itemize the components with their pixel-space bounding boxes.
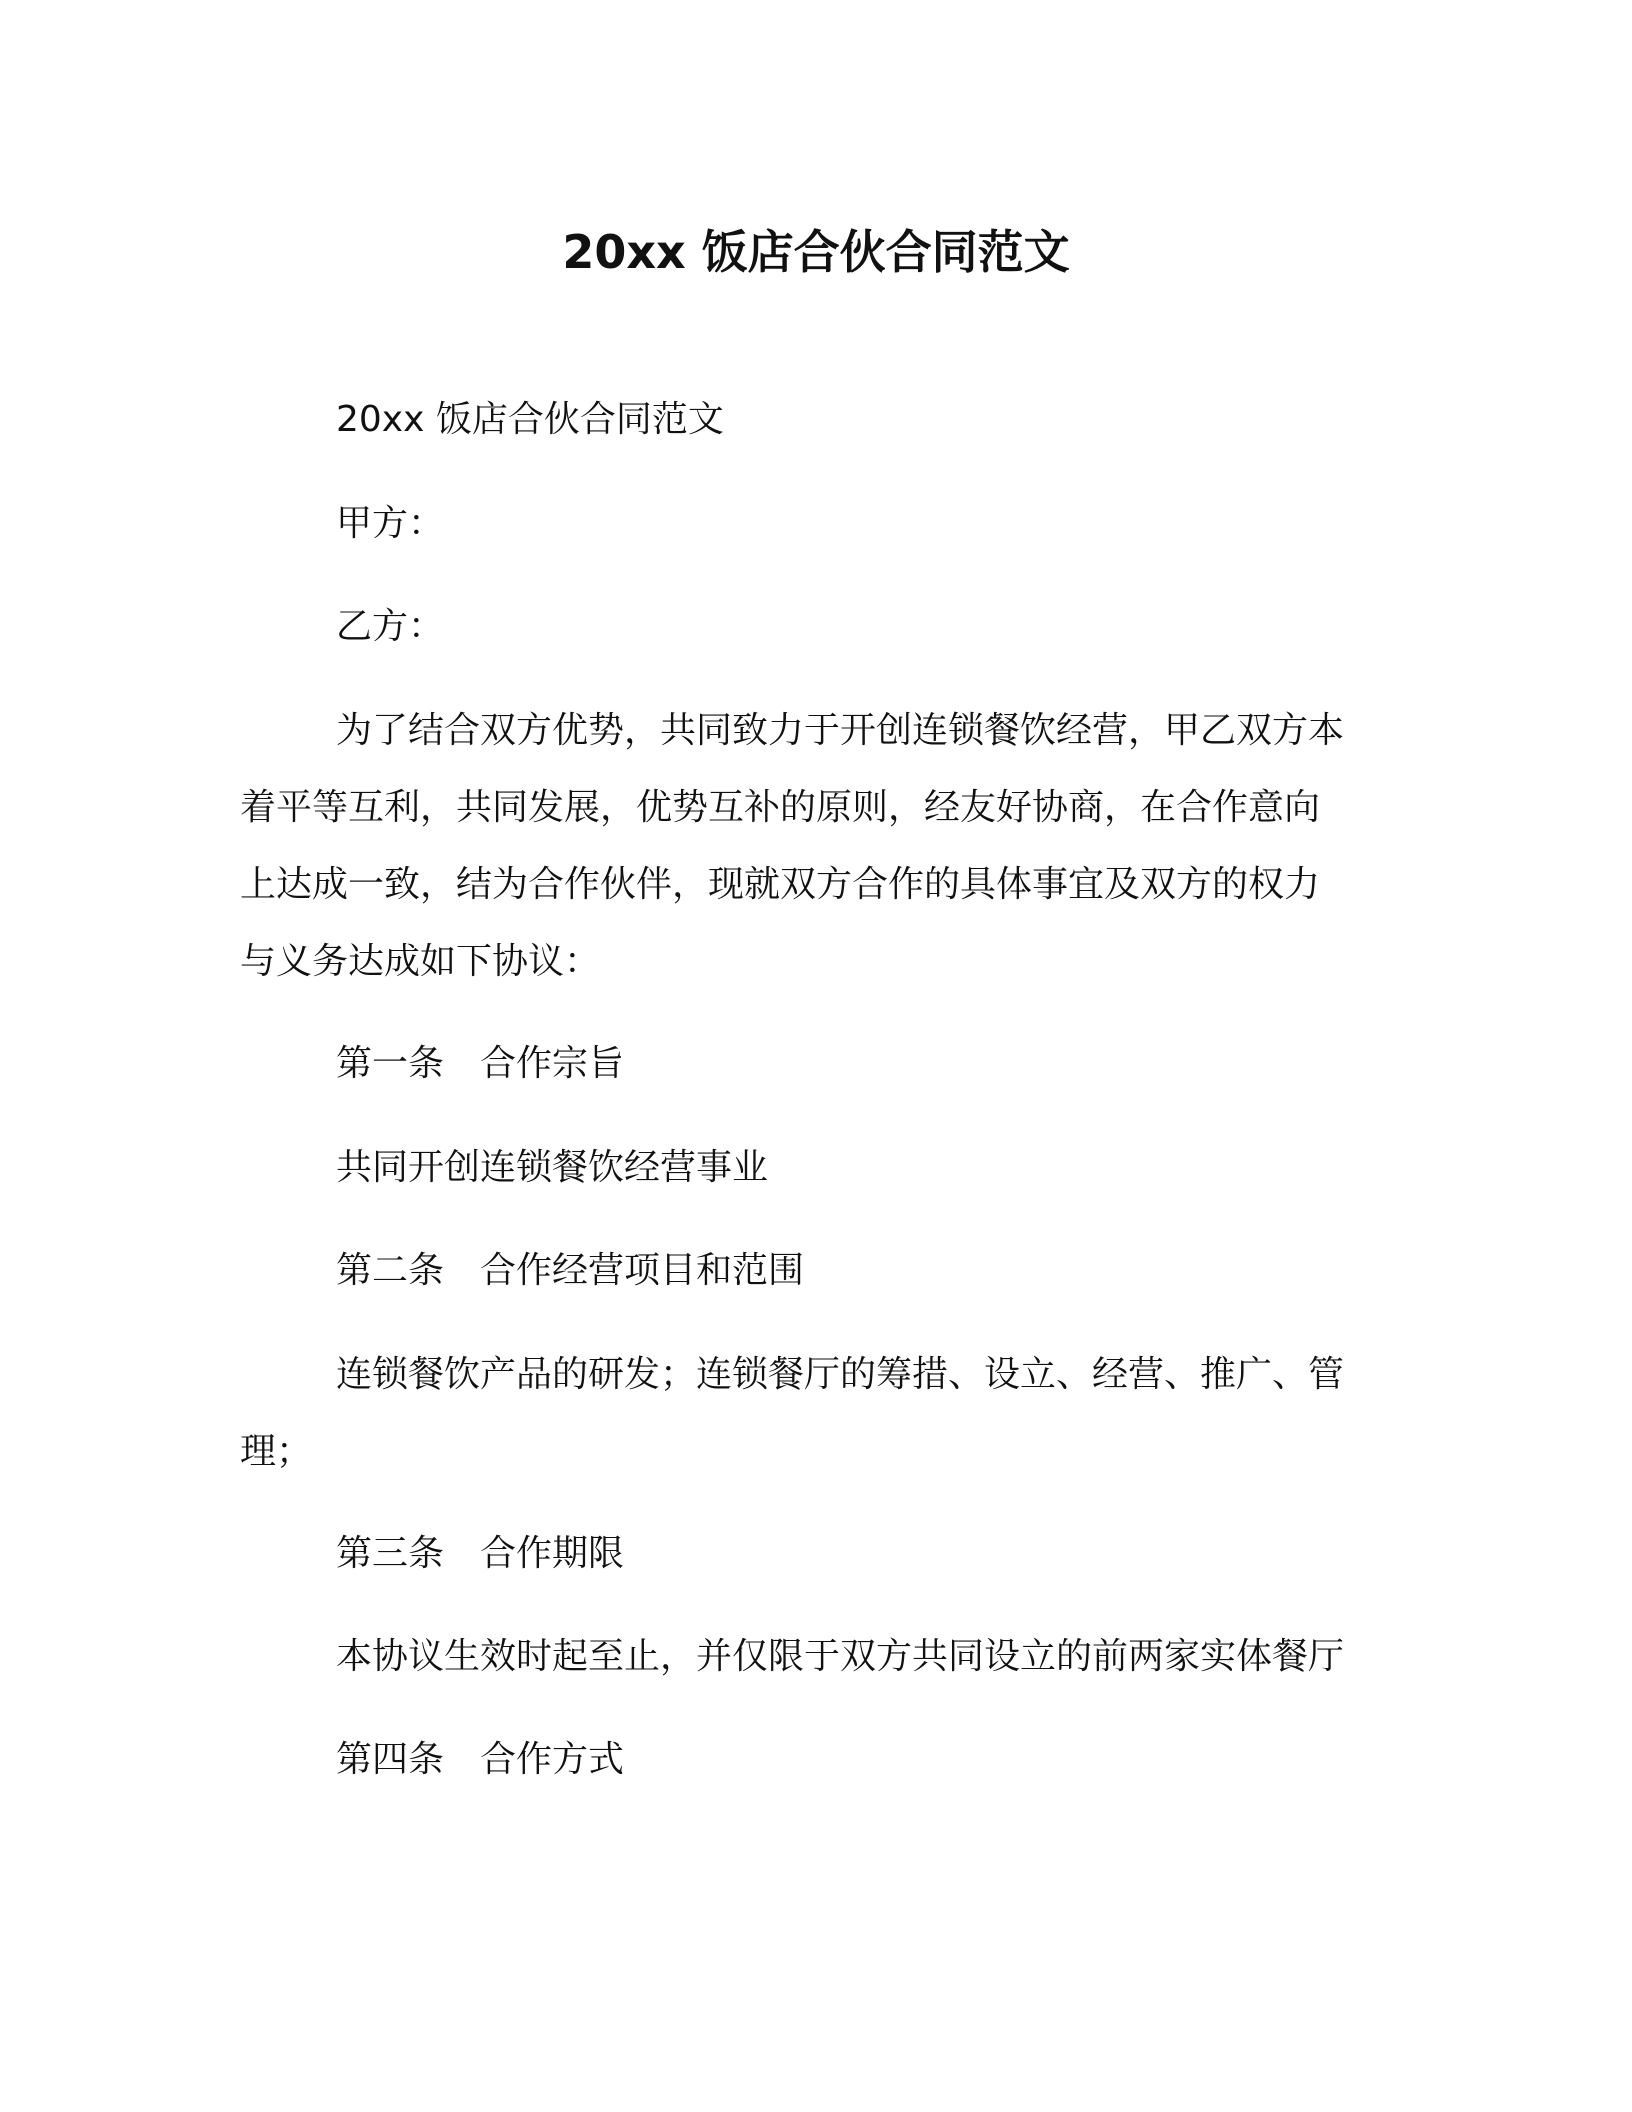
article-1-content: 共同开创连锁餐饮经营事业 xyxy=(336,1147,769,1188)
party-b-label: 乙方： xyxy=(336,606,445,647)
article-3-content: 本协议生效时起至止，并仅限于双方共同设立的前两家实体餐厅 xyxy=(336,1636,1345,1677)
article-2-title: 合作经营项目和范围 xyxy=(480,1250,805,1291)
article-4-number: 第四条 xyxy=(336,1739,445,1780)
document-subtitle: 20xx 饭店合伙合同范文 xyxy=(336,399,724,440)
article-3-title: 合作期限 xyxy=(480,1533,625,1574)
intro-line-2: 着平等互利，共同发展，优势互补的原则，经友好协商，在合作意向 xyxy=(240,787,1321,828)
intro-line-1: 为了结合双方优势，共同致力于开创连锁餐饮经营，甲乙双方本 xyxy=(336,710,1345,751)
intro-paragraph xyxy=(240,692,1380,1000)
article-1-number: 第一条 xyxy=(336,1043,445,1084)
intro-line-4: 与义务达成如下协议： xyxy=(240,941,601,982)
article-2-number: 第二条 xyxy=(336,1250,445,1291)
article-2-content-line-1: 连锁餐饮产品的研发；连锁餐厅的筹措、设立、经营、推广、管 xyxy=(336,1354,1345,1395)
article-4-heading xyxy=(336,1738,1380,1782)
article-4-title: 合作方式 xyxy=(480,1739,625,1780)
intro-line-3: 上达成一致，结为合作伙伴，现就双方合作的具体事宜及双方的权力 xyxy=(240,864,1321,905)
article-2-heading xyxy=(336,1249,1380,1293)
document-title: 20xx 饭店合伙合同范文 xyxy=(562,225,1070,279)
article-3-heading xyxy=(336,1532,1380,1576)
article-1-heading xyxy=(336,1042,1380,1086)
article-3-number: 第三条 xyxy=(336,1533,445,1574)
article-2-content xyxy=(240,1336,1380,1490)
article-2-content-line-2: 理； xyxy=(240,1431,313,1472)
article-1-title: 合作宗旨 xyxy=(480,1043,625,1084)
party-a-label: 甲方： xyxy=(336,503,445,544)
